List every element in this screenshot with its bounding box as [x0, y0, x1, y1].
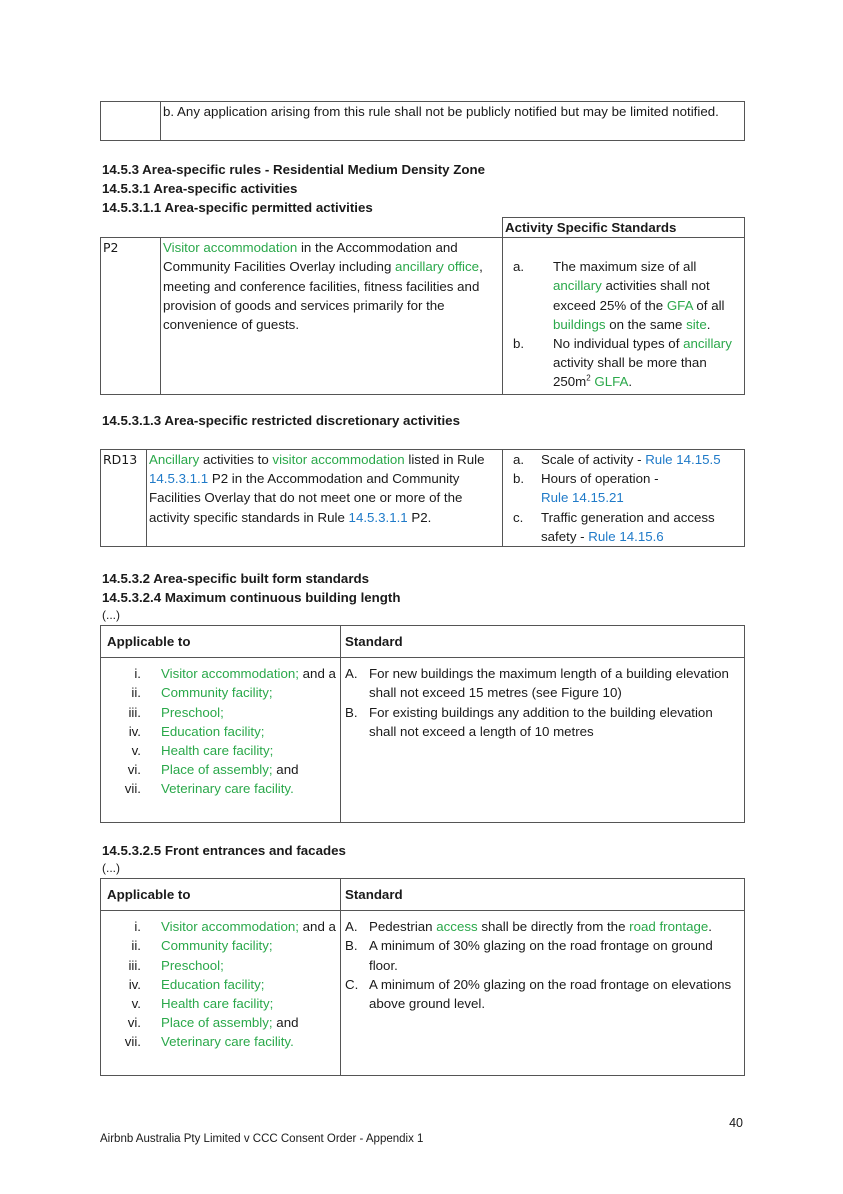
text-run: in the Accommodation and Community Facilities Overlay including — [163, 240, 458, 275]
text-run: P2. — [407, 509, 432, 525]
list-marker: ii. — [131, 685, 141, 701]
page-footer: Airbnb Australia Pty Limited v CCC Consent Order - Appendix 1 — [100, 1133, 424, 1145]
activity-description — [161, 238, 503, 394]
text-run: and — [272, 1015, 299, 1031]
defined-term-link[interactable]: Preschool; — [161, 957, 224, 973]
list-item — [105, 975, 336, 994]
activity-code: RD13 — [101, 450, 147, 547]
defined-term-link[interactable]: Visitor accommodation; — [161, 919, 299, 935]
text-run: activities shall not exceed 25% of the — [553, 278, 710, 313]
list-marker: b. — [513, 336, 525, 352]
defined-term-link[interactable]: ancillary — [553, 278, 602, 294]
defined-term-link[interactable]: ancillary office — [395, 259, 480, 275]
building-length-table — [100, 625, 745, 823]
list-item-text — [161, 1032, 294, 1051]
list-item-text — [161, 760, 299, 779]
ellipsis: (...) — [102, 608, 120, 622]
rule-link[interactable]: 14.5.3.1.1 — [348, 509, 408, 525]
list-item-text — [161, 975, 264, 994]
list-item — [345, 703, 740, 741]
defined-term-link[interactable]: Education facility; — [161, 976, 265, 992]
list-marker: iii. — [128, 957, 141, 973]
defined-term-link[interactable]: road frontage — [629, 919, 709, 935]
list-item — [505, 469, 742, 507]
text-run: and a — [298, 919, 336, 935]
text-run: , meeting and conference facilities, fitness facilities and provision of goods and services primarily for the convenience of guests. — [163, 259, 483, 333]
text-run: on the same — [605, 316, 687, 332]
defined-term-link[interactable]: Place of assembly; — [161, 1015, 273, 1031]
list-marker: b. — [513, 471, 525, 487]
list-item — [505, 257, 742, 334]
list-item — [105, 936, 336, 955]
applicable-list — [105, 917, 336, 1051]
list-marker: C. — [345, 976, 359, 992]
list-item-text — [161, 1013, 299, 1032]
list-marker: ii. — [131, 938, 141, 954]
list-marker: vii. — [124, 1034, 141, 1050]
list-item-text: A minimum of 30% glazing on the road frontage on ground floor. — [369, 938, 713, 973]
heading-max-building-length: 14.5.3.2.4 Maximum continuous building length — [102, 590, 401, 605]
list-marker: vi. — [127, 762, 141, 778]
list-item — [105, 722, 336, 741]
list-marker: A. — [345, 666, 358, 682]
heading-restricted-discretionary: 14.5.3.1.3 Area-specific restricted discretionary activities — [102, 413, 460, 428]
rule-link[interactable]: Rule 14.15.21 — [541, 490, 624, 506]
list-item — [105, 779, 336, 798]
defined-term-link[interactable]: visitor accommodation — [272, 452, 405, 467]
list-item-text — [541, 334, 742, 392]
defined-term-link[interactable]: Community facility; — [161, 938, 273, 954]
list-marker: iv. — [128, 723, 141, 739]
defined-term-link[interactable]: Health care facility; — [161, 996, 274, 1012]
defined-term-link[interactable]: site — [686, 316, 707, 332]
list-marker: v. — [131, 743, 141, 759]
text-run: and — [272, 762, 299, 778]
top-rule-text: b. Any application arising from this rule shall not be publicly notified but may be limited notified. — [161, 102, 745, 141]
list-marker: v. — [131, 996, 141, 1012]
text-run: P2 in the Accommodation and Community Facilities Overlay that do not meet one or more of the activity specific standards in Rule — [149, 471, 463, 525]
heading-permitted-activities: 14.5.3.1.1 Area-specific permitted activities — [102, 200, 373, 215]
rule-link[interactable]: Rule 14.15.6 — [588, 528, 664, 544]
defined-term-link[interactable]: Veterinary care facility. — [161, 1034, 294, 1050]
empty-header-cell — [101, 218, 161, 238]
list-item — [105, 664, 336, 683]
list-item — [105, 703, 336, 722]
applicable-to-header: Applicable to — [101, 879, 341, 911]
text-run: Hours of operation - — [541, 471, 659, 487]
defined-term-link[interactable]: buildings — [553, 316, 606, 332]
list-item — [345, 917, 740, 936]
matters-list — [505, 450, 742, 546]
list-item-text — [161, 917, 336, 936]
list-item — [105, 1032, 336, 1051]
restricted-activities-table — [100, 449, 745, 547]
defined-term-link[interactable]: GLFA — [594, 374, 629, 390]
defined-term-link[interactable]: Education facility; — [161, 723, 265, 739]
applicable-to-cell — [101, 658, 341, 823]
ellipsis: (...) — [102, 861, 120, 875]
list-item — [105, 760, 336, 779]
applicable-to-header: Applicable to — [101, 626, 341, 658]
top-rule-table — [100, 101, 745, 141]
standards-list — [345, 917, 740, 1013]
list-item — [345, 664, 740, 702]
list-marker: iv. — [128, 976, 141, 992]
list-item-text — [161, 994, 273, 1013]
front-entrances-table — [100, 878, 745, 1076]
list-item-text — [161, 936, 273, 955]
list-item-text — [541, 257, 742, 334]
list-item-text: A minimum of 20% glazing on the road frontage on elevations above ground level. — [369, 976, 732, 1012]
rule-link[interactable]: 14.5.3.1.1 — [149, 471, 209, 487]
heading-area-specific-rules: 14.5.3 Area-specific rules - Residential Medium Density Zone — [102, 162, 486, 177]
list-marker: B. — [345, 704, 358, 720]
standards-list — [505, 257, 742, 391]
list-item — [505, 508, 742, 546]
list-marker: B. — [345, 938, 358, 954]
list-item-text — [161, 683, 273, 702]
list-marker: iii. — [128, 704, 141, 720]
list-marker: a. — [513, 452, 525, 467]
activity-standards-cell — [503, 238, 745, 394]
list-item — [105, 1013, 336, 1032]
list-item — [345, 975, 740, 1013]
text-run: Pedestrian — [369, 919, 437, 935]
defined-term-link[interactable]: Ancillary — [149, 452, 200, 467]
standards-list — [345, 664, 740, 741]
text-run: Traffic generation and access safety - — [541, 509, 715, 544]
list-marker: i. — [134, 919, 141, 935]
list-item-text — [541, 469, 659, 507]
defined-term-link[interactable]: Veterinary care facility. — [161, 781, 294, 797]
list-item-text — [161, 664, 336, 683]
activity-standards-header: Activity Specific Standards — [503, 218, 745, 238]
defined-term-link[interactable]: GFA — [666, 297, 693, 313]
list-item-text — [161, 779, 294, 798]
standard-cell — [341, 658, 745, 823]
text-run: . — [708, 919, 712, 935]
text-run: shall be directly from the — [477, 919, 630, 935]
text-run: . — [706, 316, 711, 332]
list-item-text — [161, 703, 224, 722]
text-run: activities to — [199, 452, 273, 467]
defined-term-link[interactable]: Health care facility; — [161, 743, 274, 759]
list-item — [505, 450, 742, 469]
list-item-text — [369, 917, 712, 936]
list-marker: a. — [513, 259, 525, 275]
list-item-text — [541, 450, 721, 469]
standard-header: Standard — [341, 626, 745, 658]
standard-header: Standard — [341, 879, 745, 911]
text-run: of all — [692, 297, 725, 313]
rule-link[interactable]: Rule 14.15.5 — [645, 452, 721, 467]
heading-built-form-standards: 14.5.3.2 Area-specific built form standards — [102, 571, 370, 586]
top-rule-code-cell — [101, 102, 161, 141]
text-run: Scale of activity - — [541, 452, 646, 467]
list-item-text — [541, 508, 742, 546]
list-item-text — [161, 741, 273, 760]
list-marker: vii. — [124, 781, 141, 797]
list-item — [505, 334, 742, 392]
standard-cell — [341, 911, 745, 1076]
list-item-text: For new buildings the maximum length of a building elevation shall not exceed 15 metres (see Figure 10) — [369, 666, 729, 701]
text-run: activity shall be more than 250m — [553, 355, 707, 390]
list-item — [105, 683, 336, 702]
superscript: 2 — [586, 374, 591, 383]
text-run: No individual types of — [553, 336, 684, 352]
list-marker: i. — [134, 666, 141, 682]
list-marker: vi. — [127, 1015, 141, 1031]
defined-term-link[interactable]: Community facility; — [161, 685, 273, 701]
text-run: and a — [298, 666, 336, 682]
list-marker: A. — [345, 919, 358, 935]
text-run: The maximum size of all — [553, 259, 697, 275]
text-run: . — [628, 374, 633, 390]
heading-area-specific-activities: 14.5.3.1 Area-specific activities — [102, 181, 298, 196]
list-item — [105, 994, 336, 1013]
list-item — [345, 936, 740, 974]
empty-header-cell — [161, 218, 503, 238]
activity-description — [147, 450, 503, 547]
defined-term-link[interactable]: ancillary — [683, 336, 732, 352]
permitted-activities-table — [100, 217, 745, 395]
matters-of-discretion-cell — [503, 450, 745, 547]
list-marker: c. — [513, 509, 524, 525]
list-item-text — [161, 956, 224, 975]
list-item — [105, 917, 336, 936]
list-item-text: For existing buildings any addition to the building elevation shall not exceed a length of 10 metres — [369, 704, 713, 739]
defined-term-link[interactable]: access — [436, 919, 478, 935]
defined-term-link[interactable]: Visitor accommodation — [163, 240, 298, 256]
applicable-to-cell — [101, 911, 341, 1076]
defined-term-link[interactable]: Visitor accommodation; — [161, 666, 299, 682]
text-run: listed in Rule — [404, 452, 485, 467]
list-item — [105, 741, 336, 760]
applicable-list — [105, 664, 336, 798]
defined-term-link[interactable]: Preschool; — [161, 704, 224, 720]
page-number: 40 — [729, 1116, 743, 1130]
defined-term-link[interactable]: Place of assembly; — [161, 762, 273, 778]
activity-code: P2 — [101, 238, 161, 394]
heading-front-entrances: 14.5.3.2.5 Front entrances and facades — [102, 843, 346, 858]
list-item-text — [161, 722, 264, 741]
list-item — [105, 956, 336, 975]
